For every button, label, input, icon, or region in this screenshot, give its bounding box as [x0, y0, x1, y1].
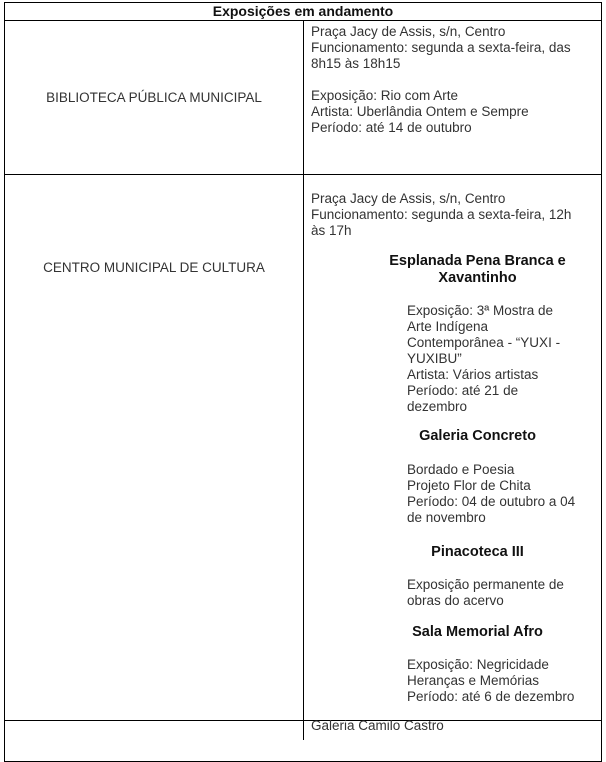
space-details: Exposição: Negricidade Heranças e Memórias Período: até 6 de dezembro — [407, 657, 575, 704]
venue-hours: Funcionamento: segunda a sexta-feira, das — [311, 40, 571, 55]
space-title: Esplanada Pena Branca e Xavantinho — [389, 253, 566, 286]
table-header-title: Exposições em andamento — [4, 2, 602, 21]
venue-name: BIBLIOTECA PÚBLICA MUNICIPAL — [46, 90, 262, 105]
space-details: Bordado e Poesia Projeto Flor de Chita Período: 04 de outubro a 04 de novembro — [407, 462, 576, 525]
venue-address: Praça Jacy de Assis, s/n, Centro — [311, 191, 506, 206]
row-divider — [4, 174, 602, 175]
column-divider — [303, 20, 304, 740]
space-title: Galeria Concreto — [419, 428, 536, 444]
space-details: Exposição: 3ª Mostra de Arte Indígena Contemporânea - “YUXI - YUXIBU” Artista: Vários artistas Período: até 21 de dezembro — [407, 303, 561, 414]
exhibition-artist: Artista: Uberlândia Ontem e Sempre — [311, 104, 529, 119]
venue-name: CENTRO MUNICIPAL DE CULTURA — [43, 260, 265, 275]
space-details: Exposição permanente de obras do acervo — [407, 577, 564, 608]
venue-address: Galeria Camilo Castro — [311, 718, 444, 733]
exhibition-period: Período: até 14 de outubro — [311, 120, 472, 135]
venue-info — [311, 191, 599, 239]
venue-info — [311, 24, 599, 136]
venue-hours: 8h15 às 18h15 — [311, 56, 401, 71]
exhibition-name: Exposição: Rio com Arte — [311, 88, 459, 103]
space-title: Pinacoteca III — [431, 544, 524, 560]
venue-hours: Funcionamento: segunda a sexta-feira, 12h — [311, 207, 572, 222]
venue-address: Praça Jacy de Assis, s/n, Centro — [311, 24, 506, 39]
space-title: Sala Memorial Afro — [412, 624, 543, 640]
venue-hours: às 17h — [311, 223, 352, 238]
